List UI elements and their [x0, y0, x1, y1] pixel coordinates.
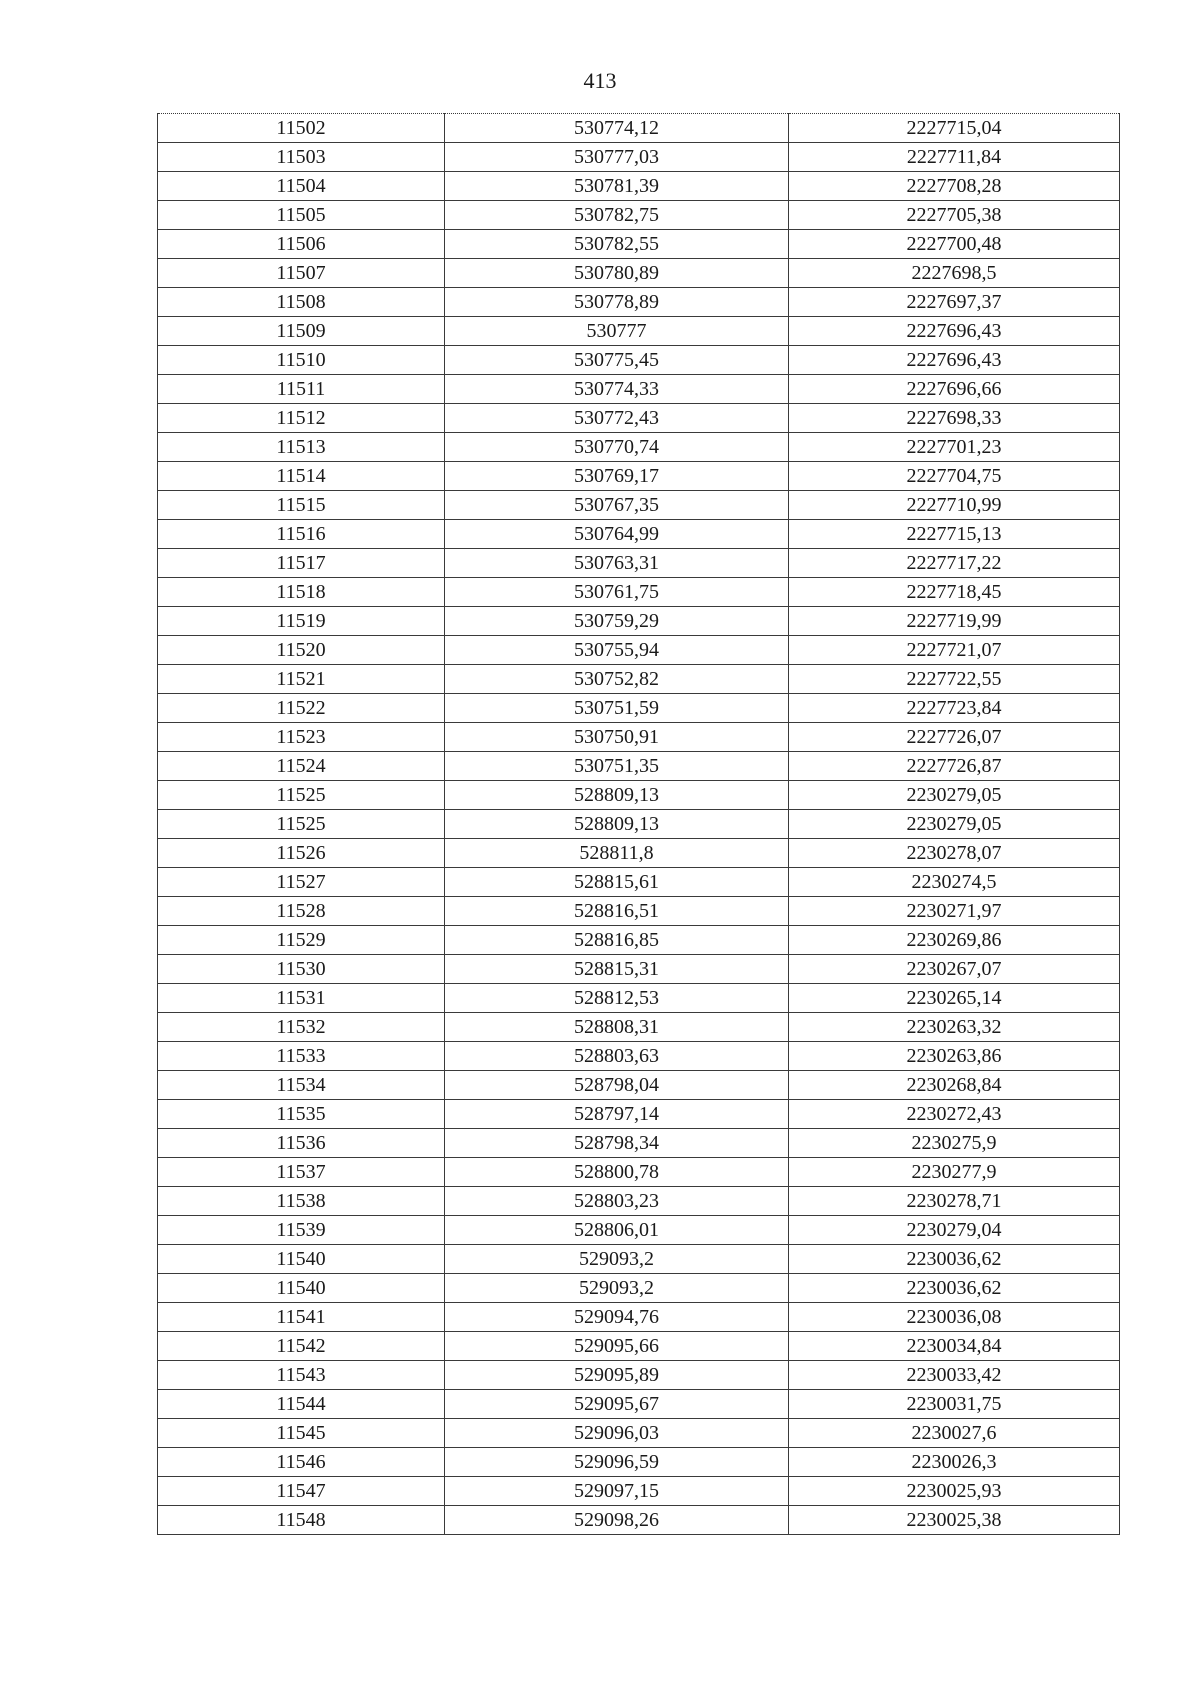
y-coordinate-cell: 2230277,9 — [789, 1158, 1120, 1187]
point-number-cell: 11528 — [158, 897, 445, 926]
table-row — [158, 926, 1120, 955]
page-number: 413 — [583, 68, 617, 93]
table-row — [158, 868, 1120, 897]
y-coordinate-cell: 2230036,62 — [789, 1245, 1120, 1274]
y-coordinate-cell: 2230263,86 — [789, 1042, 1120, 1071]
y-coordinate-cell: 2227696,43 — [789, 346, 1120, 375]
y-coordinate-cell: 2230263,32 — [789, 1013, 1120, 1042]
point-number-cell: 11508 — [158, 288, 445, 317]
x-coordinate-cell: 528812,53 — [445, 984, 789, 1013]
x-coordinate-cell: 529095,66 — [445, 1332, 789, 1361]
y-coordinate-cell: 2230036,08 — [789, 1303, 1120, 1332]
point-number-cell: 11535 — [158, 1100, 445, 1129]
y-coordinate-cell: 2227705,38 — [789, 201, 1120, 230]
y-coordinate-cell: 2230034,84 — [789, 1332, 1120, 1361]
point-number-cell: 11545 — [158, 1419, 445, 1448]
table-row — [158, 578, 1120, 607]
point-number-cell: 11540 — [158, 1274, 445, 1303]
point-number-cell: 11502 — [158, 114, 445, 143]
point-number-cell: 11548 — [158, 1506, 445, 1535]
y-coordinate-cell: 2230278,71 — [789, 1187, 1120, 1216]
point-number-cell: 11531 — [158, 984, 445, 1013]
y-coordinate-cell: 2230025,93 — [789, 1477, 1120, 1506]
table-row — [158, 1245, 1120, 1274]
table-row — [158, 1158, 1120, 1187]
x-coordinate-cell: 528806,01 — [445, 1216, 789, 1245]
table-row — [158, 172, 1120, 201]
x-coordinate-cell: 528815,61 — [445, 868, 789, 897]
x-coordinate-cell: 528815,31 — [445, 955, 789, 984]
point-number-cell: 11518 — [158, 578, 445, 607]
point-number-cell: 11516 — [158, 520, 445, 549]
x-coordinate-cell: 528808,31 — [445, 1013, 789, 1042]
table-row — [158, 723, 1120, 752]
y-coordinate-cell: 2227704,75 — [789, 462, 1120, 491]
y-coordinate-cell: 2227698,5 — [789, 259, 1120, 288]
point-number-cell: 11537 — [158, 1158, 445, 1187]
x-coordinate-cell: 528800,78 — [445, 1158, 789, 1187]
point-number-cell: 11521 — [158, 665, 445, 694]
x-coordinate-cell: 529096,03 — [445, 1419, 789, 1448]
x-coordinate-cell: 528811,8 — [445, 839, 789, 868]
y-coordinate-cell: 2227718,45 — [789, 578, 1120, 607]
table-row — [158, 143, 1120, 172]
x-coordinate-cell: 528816,51 — [445, 897, 789, 926]
y-coordinate-cell: 2230269,86 — [789, 926, 1120, 955]
point-number-cell: 11532 — [158, 1013, 445, 1042]
y-coordinate-cell: 2230271,97 — [789, 897, 1120, 926]
table-row — [158, 665, 1120, 694]
x-coordinate-cell: 528798,34 — [445, 1129, 789, 1158]
table-row — [158, 1477, 1120, 1506]
x-coordinate-cell: 530772,43 — [445, 404, 789, 433]
y-coordinate-cell: 2227711,84 — [789, 143, 1120, 172]
table-row — [158, 288, 1120, 317]
point-number-cell: 11544 — [158, 1390, 445, 1419]
x-coordinate-cell: 529096,59 — [445, 1448, 789, 1477]
table-row — [158, 375, 1120, 404]
x-coordinate-cell: 530774,33 — [445, 375, 789, 404]
point-number-cell: 11524 — [158, 752, 445, 781]
point-number-cell: 11543 — [158, 1361, 445, 1390]
table-row — [158, 636, 1120, 665]
point-number-cell: 11525 — [158, 781, 445, 810]
point-number-cell: 11505 — [158, 201, 445, 230]
x-coordinate-cell: 530774,12 — [445, 114, 789, 143]
point-number-cell: 11520 — [158, 636, 445, 665]
point-number-cell: 11513 — [158, 433, 445, 462]
coordinates-table-body — [158, 114, 1120, 1535]
x-coordinate-cell: 530763,31 — [445, 549, 789, 578]
point-number-cell: 11523 — [158, 723, 445, 752]
y-coordinate-cell: 2230026,3 — [789, 1448, 1120, 1477]
point-number-cell: 11512 — [158, 404, 445, 433]
y-coordinate-cell: 2227715,13 — [789, 520, 1120, 549]
table-row — [158, 1071, 1120, 1100]
point-number-cell: 11533 — [158, 1042, 445, 1071]
table-row — [158, 810, 1120, 839]
x-coordinate-cell: 529095,67 — [445, 1390, 789, 1419]
y-coordinate-cell: 2227723,84 — [789, 694, 1120, 723]
table-row — [158, 839, 1120, 868]
table-row — [158, 1129, 1120, 1158]
point-number-cell: 11503 — [158, 143, 445, 172]
table-row — [158, 491, 1120, 520]
point-number-cell: 11542 — [158, 1332, 445, 1361]
table-row — [158, 984, 1120, 1013]
point-number-cell: 11507 — [158, 259, 445, 288]
y-coordinate-cell: 2230027,6 — [789, 1419, 1120, 1448]
point-number-cell: 11534 — [158, 1071, 445, 1100]
table-row — [158, 607, 1120, 636]
x-coordinate-cell: 528798,04 — [445, 1071, 789, 1100]
point-number-cell: 11541 — [158, 1303, 445, 1332]
y-coordinate-cell: 2227722,55 — [789, 665, 1120, 694]
y-coordinate-cell: 2227697,37 — [789, 288, 1120, 317]
table-row — [158, 1042, 1120, 1071]
x-coordinate-cell: 530780,89 — [445, 259, 789, 288]
x-coordinate-cell: 528803,23 — [445, 1187, 789, 1216]
y-coordinate-cell: 2230268,84 — [789, 1071, 1120, 1100]
x-coordinate-cell: 530777 — [445, 317, 789, 346]
table-row — [158, 433, 1120, 462]
table-row — [158, 1216, 1120, 1245]
point-number-cell: 11529 — [158, 926, 445, 955]
y-coordinate-cell: 2227698,33 — [789, 404, 1120, 433]
point-number-cell: 11540 — [158, 1245, 445, 1274]
x-coordinate-cell: 529097,15 — [445, 1477, 789, 1506]
x-coordinate-cell: 530755,94 — [445, 636, 789, 665]
x-coordinate-cell: 530782,75 — [445, 201, 789, 230]
point-number-cell: 11547 — [158, 1477, 445, 1506]
y-coordinate-cell: 2230267,07 — [789, 955, 1120, 984]
table-row — [158, 1390, 1120, 1419]
table-row — [158, 114, 1120, 143]
y-coordinate-cell: 2227726,87 — [789, 752, 1120, 781]
x-coordinate-cell: 530782,55 — [445, 230, 789, 259]
table-row — [158, 201, 1120, 230]
x-coordinate-cell: 530759,29 — [445, 607, 789, 636]
table-row — [158, 694, 1120, 723]
table-row — [158, 1506, 1120, 1535]
x-coordinate-cell: 528797,14 — [445, 1100, 789, 1129]
table-row — [158, 549, 1120, 578]
y-coordinate-cell: 2230031,75 — [789, 1390, 1120, 1419]
y-coordinate-cell: 2227715,04 — [789, 114, 1120, 143]
table-row — [158, 1332, 1120, 1361]
table-row — [158, 781, 1120, 810]
point-number-cell: 11519 — [158, 607, 445, 636]
table-row — [158, 259, 1120, 288]
point-number-cell: 11539 — [158, 1216, 445, 1245]
x-coordinate-cell: 530750,91 — [445, 723, 789, 752]
point-number-cell: 11515 — [158, 491, 445, 520]
y-coordinate-cell: 2227696,66 — [789, 375, 1120, 404]
table-row — [158, 404, 1120, 433]
x-coordinate-cell: 530781,39 — [445, 172, 789, 201]
y-coordinate-cell: 2227726,07 — [789, 723, 1120, 752]
x-coordinate-cell: 528816,85 — [445, 926, 789, 955]
table-row — [158, 520, 1120, 549]
table-row — [158, 1303, 1120, 1332]
x-coordinate-cell: 530769,17 — [445, 462, 789, 491]
point-number-cell: 11514 — [158, 462, 445, 491]
table-row — [158, 346, 1120, 375]
point-number-cell: 11525 — [158, 810, 445, 839]
x-coordinate-cell: 529098,26 — [445, 1506, 789, 1535]
y-coordinate-cell: 2230025,38 — [789, 1506, 1120, 1535]
point-number-cell: 11506 — [158, 230, 445, 259]
x-coordinate-cell: 529093,2 — [445, 1245, 789, 1274]
y-coordinate-cell: 2230274,5 — [789, 868, 1120, 897]
x-coordinate-cell: 530752,82 — [445, 665, 789, 694]
table-row — [158, 1448, 1120, 1477]
y-coordinate-cell: 2227719,99 — [789, 607, 1120, 636]
y-coordinate-cell: 2227721,07 — [789, 636, 1120, 665]
x-coordinate-cell: 530775,45 — [445, 346, 789, 375]
y-coordinate-cell: 2227717,22 — [789, 549, 1120, 578]
point-number-cell: 11527 — [158, 868, 445, 897]
y-coordinate-cell: 2230272,43 — [789, 1100, 1120, 1129]
x-coordinate-cell: 530751,59 — [445, 694, 789, 723]
point-number-cell: 11509 — [158, 317, 445, 346]
table-row — [158, 1100, 1120, 1129]
point-number-cell: 11522 — [158, 694, 445, 723]
table-row — [158, 1187, 1120, 1216]
point-number-cell: 11510 — [158, 346, 445, 375]
y-coordinate-cell: 2227696,43 — [789, 317, 1120, 346]
y-coordinate-cell: 2227708,28 — [789, 172, 1120, 201]
x-coordinate-cell: 528809,13 — [445, 810, 789, 839]
point-number-cell: 11546 — [158, 1448, 445, 1477]
x-coordinate-cell: 530778,89 — [445, 288, 789, 317]
y-coordinate-cell: 2230278,07 — [789, 839, 1120, 868]
y-coordinate-cell: 2230279,04 — [789, 1216, 1120, 1245]
table-row — [158, 1419, 1120, 1448]
y-coordinate-cell: 2230275,9 — [789, 1129, 1120, 1158]
point-number-cell: 11530 — [158, 955, 445, 984]
table-row — [158, 1361, 1120, 1390]
x-coordinate-cell: 530764,99 — [445, 520, 789, 549]
table-row — [158, 752, 1120, 781]
x-coordinate-cell: 530761,75 — [445, 578, 789, 607]
y-coordinate-cell: 2230279,05 — [789, 781, 1120, 810]
table-row — [158, 897, 1120, 926]
table-row — [158, 317, 1120, 346]
y-coordinate-cell: 2227710,99 — [789, 491, 1120, 520]
y-coordinate-cell: 2227700,48 — [789, 230, 1120, 259]
point-number-cell: 11511 — [158, 375, 445, 404]
table-row — [158, 1274, 1120, 1303]
y-coordinate-cell: 2227701,23 — [789, 433, 1120, 462]
x-coordinate-cell: 529093,2 — [445, 1274, 789, 1303]
x-coordinate-cell: 528803,63 — [445, 1042, 789, 1071]
table-row — [158, 230, 1120, 259]
y-coordinate-cell: 2230033,42 — [789, 1361, 1120, 1390]
x-coordinate-cell: 529095,89 — [445, 1361, 789, 1390]
x-coordinate-cell: 530751,35 — [445, 752, 789, 781]
table-row — [158, 955, 1120, 984]
y-coordinate-cell: 2230279,05 — [789, 810, 1120, 839]
x-coordinate-cell: 529094,76 — [445, 1303, 789, 1332]
x-coordinate-cell: 530777,03 — [445, 143, 789, 172]
coordinates-table — [157, 113, 1120, 1535]
x-coordinate-cell: 530770,74 — [445, 433, 789, 462]
point-number-cell: 11526 — [158, 839, 445, 868]
x-coordinate-cell: 528809,13 — [445, 781, 789, 810]
x-coordinate-cell: 530767,35 — [445, 491, 789, 520]
table-row — [158, 462, 1120, 491]
y-coordinate-cell: 2230036,62 — [789, 1274, 1120, 1303]
point-number-cell: 11536 — [158, 1129, 445, 1158]
point-number-cell: 11538 — [158, 1187, 445, 1216]
y-coordinate-cell: 2230265,14 — [789, 984, 1120, 1013]
table-row — [158, 1013, 1120, 1042]
point-number-cell: 11504 — [158, 172, 445, 201]
point-number-cell: 11517 — [158, 549, 445, 578]
